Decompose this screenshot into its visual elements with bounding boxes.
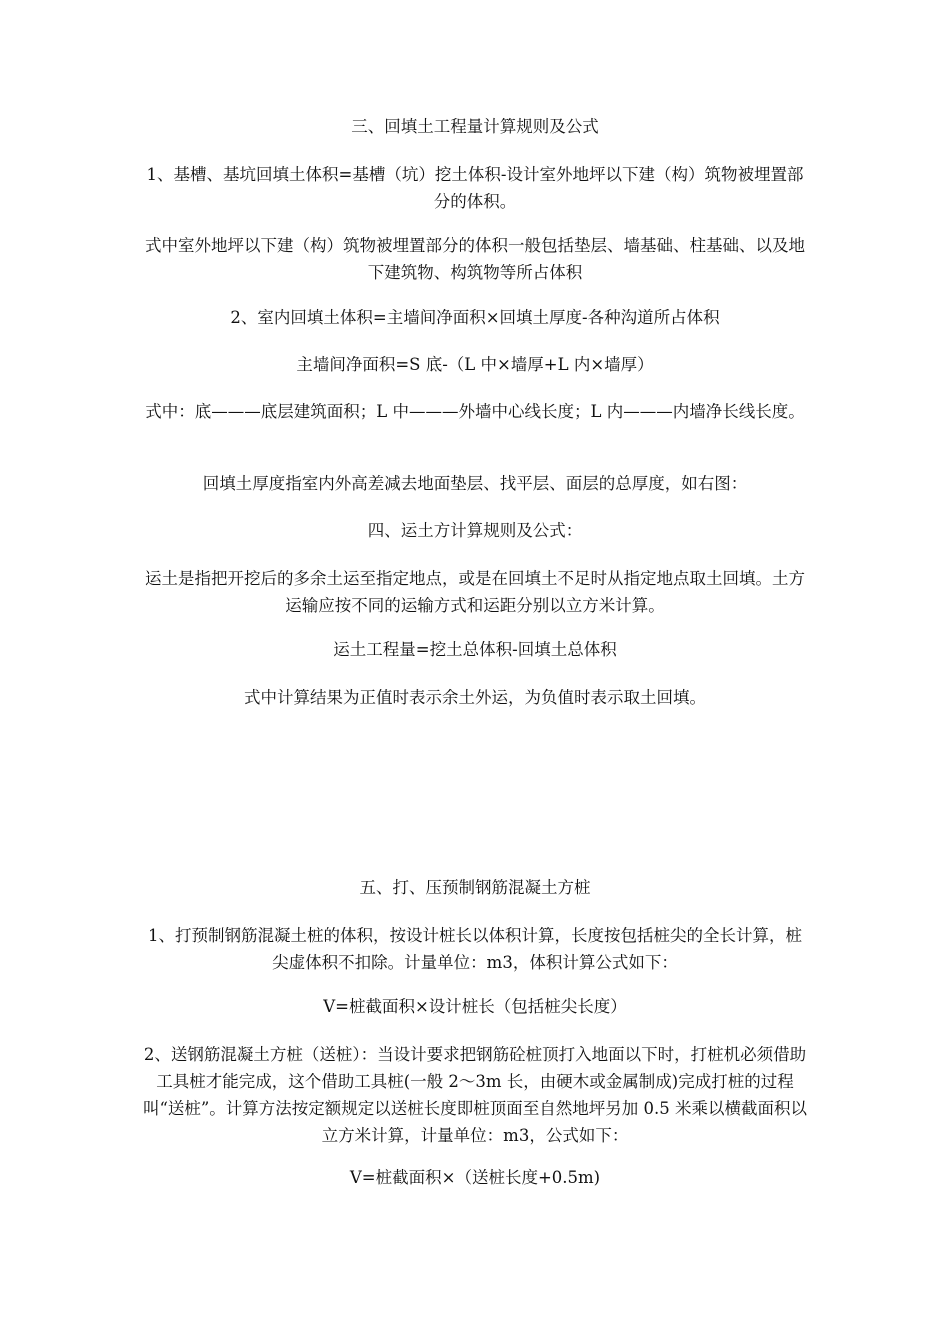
paragraph-indoor-backfill-volume: 2、室内回填土体积=主墙间净面积×回填土厚度-各种沟道所占体积 <box>230 308 720 327</box>
formula-pile-volume: V=桩截面积×设计桩长（包括桩尖长度） <box>323 997 627 1016</box>
section-heading-precast-piles: 五、打、压预制钢筋混凝土方桩 <box>359 878 591 897</box>
paragraph-backfill-thickness: 回填土厚度指室内外高差减去地面垫层、找平层、面层的总厚度，如右图： <box>202 474 748 493</box>
paragraph-transport-sign-note: 式中计算结果为正值时表示余土外运，为负值时表示取土回填。 <box>244 688 706 707</box>
formula-transport-volume: 运土工程量=挖土总体积-回填土总体积 <box>333 640 617 659</box>
paragraph-formula-terms: 式中：底———底层建筑面积；L 中———外墙中心线长度；L 内———内墙净长线长度。 <box>145 402 805 421</box>
paragraph-pile-sending: 2、送钢筋混凝土方桩（送桩）：当设计要求把钢筋砼桩顶打入地面以下时，打桩机必须借助工具桩才能完成，这个借助工具桩(一般 2～3m 长，由硬木或金属制成)完成打桩的过程叫“送桩”。计算方法按定额规定以送桩长度即桩顶面至自然地坪另加 0.5 米乘以横截面积以立方米计算，计量单位：m3，公式如下： <box>142 1045 808 1145</box>
paragraph-pile-volume: 1、打预制钢筋混凝土桩的体积，按设计桩长以体积计算，长度按包括桩尖的全长计算，桩尖虚体积不扣除。计量单位：m3，体积计算公式如下： <box>148 926 802 972</box>
paragraph-earth-transport: 运土是指把开挖后的多余土运至指定地点，或是在回填土不足时从指定地点取土回填。土方运输应按不同的运输方式和运距分别以立方米计算。 <box>145 569 805 615</box>
formula-pile-sending-volume: V=桩截面积×（送桩长度+0.5m) <box>349 1168 601 1187</box>
paragraph-trench-backfill-volume: 1、基槽、基坑回填土体积=基槽（坑）挖土体积-设计室外地坪以下建（构）筑物被埋置部分的体积。 <box>146 165 804 211</box>
section-heading-backfill: 三、回填土工程量计算规则及公式 <box>351 117 599 136</box>
formula-net-area: 主墙间净面积=S 底-（L 中×墙厚+L 内×墙厚） <box>296 355 654 374</box>
paragraph-buried-volume-note: 式中室外地坪以下建（构）筑物被埋置部分的体积一般包括垫层、墙基础、柱基础、以及地下建筑物、构筑物等所占体积 <box>145 236 805 282</box>
section-heading-earth-transport: 四、运土方计算规则及公式： <box>367 521 583 540</box>
